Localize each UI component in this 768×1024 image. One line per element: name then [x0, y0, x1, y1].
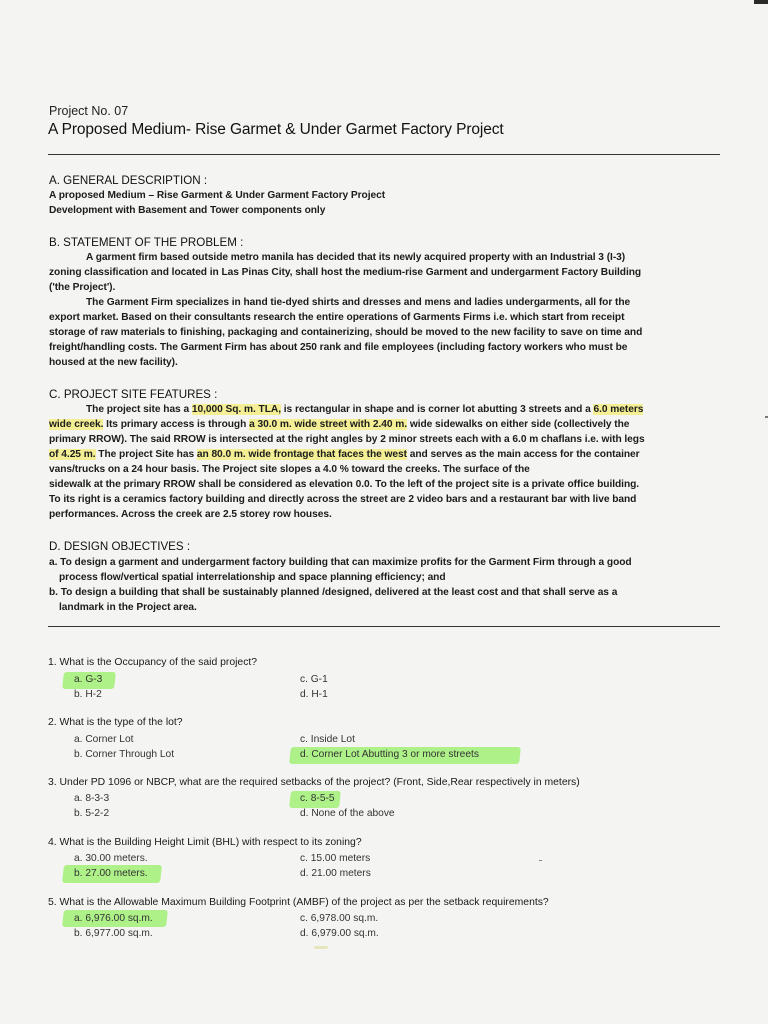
- section-c-line: performances. Across the creek are 2.5 storey row houses.: [49, 509, 332, 520]
- question-1-option-b: b. H-2: [74, 689, 102, 700]
- text-run: The project Site has: [95, 449, 197, 460]
- section-c-line: To its right is a ceramics factory building and directly across the street are 2 video bars and a restaurant bar with live band: [49, 494, 637, 505]
- section-a-heading: A. GENERAL DESCRIPTION :: [49, 174, 208, 187]
- text-run: wide sidewalks on either side (collectively the: [407, 419, 630, 430]
- question-2-option-c: c. Inside Lot: [300, 734, 355, 745]
- section-b-line: housed at the new facility).: [49, 357, 178, 368]
- question-1-option-d: d. H-1: [300, 689, 328, 700]
- project-number: Project No. 07: [49, 104, 129, 118]
- text-run: and serves as the main access for the container: [406, 449, 640, 460]
- question-3-option-b: b. 5-2-2: [74, 808, 110, 819]
- section-d-line: landmark in the Project area.: [59, 602, 197, 613]
- scan-dust: [539, 860, 542, 861]
- question-2-option-b: b. Corner Through Lot: [74, 749, 175, 760]
- section-b-line: freight/handling costs. The Garment Firm has about 250 rank and file employees (including factory workers who must be: [49, 342, 628, 353]
- section-a-line: Development with Basement and Tower components only: [49, 205, 326, 216]
- question-5-option-a: a. 6,976.00 sq.m.: [74, 913, 153, 924]
- text-run: The project site has a: [86, 404, 192, 415]
- section-a-line: A proposed Medium – Rise Garment & Under Garment Factory Project: [49, 190, 386, 201]
- section-b-line: ('the Project').: [49, 282, 116, 293]
- question-4-option-b: b. 27.00 meters.: [74, 868, 148, 879]
- question-5-option-b: b. 6,977.00 sq.m.: [74, 928, 153, 939]
- question-2-option-a: a. Corner Lot: [74, 734, 134, 745]
- question-4: 4. What is the Building Height Limit (BHL) with respect to its zoning?: [48, 837, 362, 848]
- question-5: 5. What is the Allowable Maximum Building Footprint (AMBF) of the project as per the setback requirements?: [48, 897, 549, 908]
- question-4-option-a: a. 30.00 meters.: [74, 853, 148, 864]
- question-1: 1. What is the Occupancy of the said project?: [48, 657, 258, 668]
- section-d-heading: D. DESIGN OBJECTIVES :: [49, 540, 191, 553]
- section-b-line: A garment firm based outside metro manila has decided that its newly acquired property with an Industrial 3 (I-3): [86, 252, 626, 263]
- section-d-line: process flow/vertical spatial interrelationship and space planning efficiency; and: [59, 572, 446, 583]
- scan-corner-mark: [754, 0, 768, 4]
- divider: [48, 154, 720, 155]
- question-2: 2. What is the type of the lot?: [48, 717, 183, 728]
- question-3-option-c: c. 8-5-5: [300, 793, 335, 804]
- question-4-option-d: d. 21.00 meters: [300, 868, 371, 879]
- section-c-line: sidewalk at the primary RROW shall be considered as elevation 0.0. To the left of the project site is a private office building.: [49, 479, 640, 490]
- highlighted-text: 10,000 Sq. m. TLA,: [191, 404, 281, 415]
- section-c-heading: C. PROJECT SITE FEATURES :: [49, 388, 218, 401]
- section-d-line: a. To design a garment and undergarment factory building that can maximize profits for the Garment Firm through a good: [49, 557, 632, 568]
- section-b-line: zoning classification and located in Las Pinas City, shall host the medium-rise Garment and undergarment Factory Building: [49, 267, 642, 278]
- highlighted-text: of 4.25 m.: [49, 449, 96, 460]
- question-1-option-c: c. G-1: [300, 674, 328, 685]
- section-d-line: b. To design a building that shall be sustainably planned /designed, delivered at the least cost and that shall serve as a: [49, 587, 618, 598]
- question-3: 3. Under PD 1096 or NBCP, what are the required setbacks of the project? (Front, Side,Rear respectively in meters): [48, 777, 580, 788]
- text-run: Its primary access is through: [103, 419, 250, 430]
- section-c-line: [49, 449, 640, 460]
- section-c-line: vans/trucks on a 24 hour basis. The Project site slopes a 4.0 % toward the creeks. The surface of the: [49, 464, 530, 475]
- page-title: A Proposed Medium- Rise Garmet & Under Garmet Factory Project: [48, 121, 504, 138]
- section-c-line: primary RROW). The said RROW is intersected at the right angles by 2 minor streets each with a 6.0 m chaflans i.e. with legs: [49, 434, 645, 445]
- section-c-line: [49, 419, 629, 430]
- scan-smudge: [314, 946, 328, 949]
- divider: [48, 626, 720, 627]
- text-run: is rectangular in shape and is corner lot abutting 3 streets and a: [280, 404, 594, 415]
- section-b-line: The Garment Firm specializes in hand tie-dyed shirts and dresses and mens and ladies undergarments, all for the: [86, 297, 631, 308]
- section-b-line: export market. Based on their consultants research the entire operations of Garments Firms i.e. which start from receipt: [49, 312, 625, 323]
- highlighted-text: a 30.0 m. wide street with 2.40 m.: [249, 419, 408, 430]
- question-2-option-d: d. Corner Lot Abutting 3 or more streets: [300, 749, 479, 760]
- section-c-line: [86, 404, 643, 415]
- question-1-option-a: a. G-3: [74, 674, 103, 685]
- question-4-option-c: c. 15.00 meters: [300, 853, 371, 864]
- highlighted-text: wide creek.: [49, 419, 104, 430]
- question-5-option-d: d. 6,979.00 sq.m.: [300, 928, 379, 939]
- section-b-line: storage of raw materials to finishing, packaging and containerizing, should be moved to the new facility to save on time and: [49, 327, 643, 338]
- section-b-heading: B. STATEMENT OF THE PROBLEM :: [49, 236, 244, 249]
- question-5-option-c: c. 6,978.00 sq.m.: [300, 913, 379, 924]
- highlighted-text: an 80.0 m. wide frontage that faces the west: [196, 449, 407, 460]
- question-3-option-a: a. 8-3-3: [74, 793, 110, 804]
- question-3-option-d: d. None of the above: [300, 808, 395, 819]
- highlighted-text: 6.0 meters: [593, 404, 644, 415]
